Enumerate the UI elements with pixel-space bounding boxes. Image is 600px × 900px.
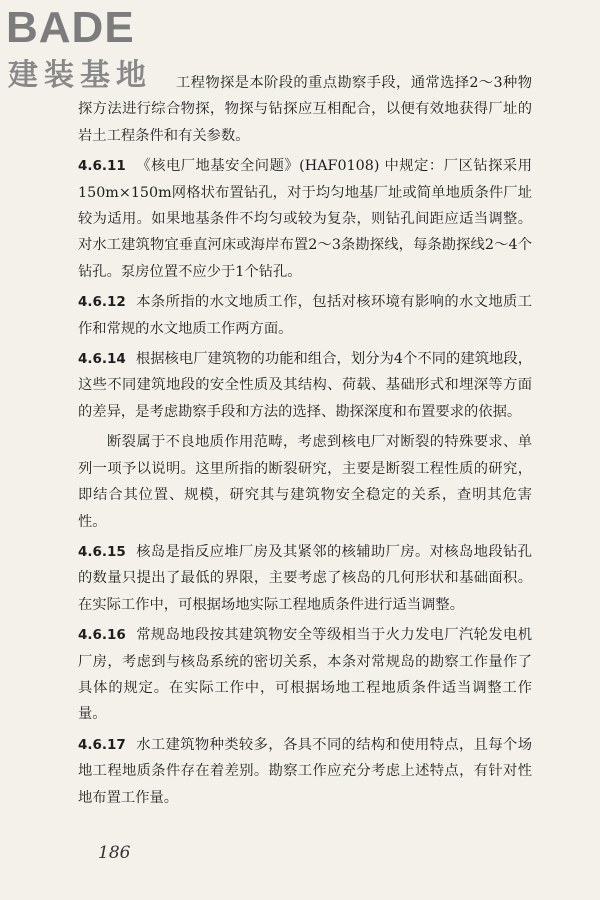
clause-number: 4.6.17 xyxy=(78,736,126,753)
paragraph xyxy=(78,70,532,149)
paragraph-text: 工程物探是本阶段的重点勘察手段，通常选择2～3种物探方法进行综合物探，物探与钻探应互相配合，以便有效地获得厂址的岩土工程条件和有关参数。 xyxy=(78,75,532,144)
clause xyxy=(78,539,532,618)
logo-wordmark: BADE xyxy=(6,3,135,52)
clause-text: 《核电厂地基安全问题》(HAF0108) 中规定：厂区钻探采用150m×150m网格状布置钻孔，对于均匀地基厂址或简单地质条件厂址较为适用。如果地基条件不均匀或较为复杂，则钻孔间距应适当调整。对水工建筑物宜垂直河床或海岸布置2～3条勘探线，每条勘探线2～4个钻孔。泵房位置不应少于1个钻孔。 xyxy=(78,158,532,280)
paragraph-text: 断裂属于不良地质作用范畴，考虑到核电厂对断裂的特殊要求、单列一项予以说明。这里所指的断裂研究，主要是断裂工程性质的研究，即结合其位置、规模，研究其与建筑物安全稳定的关系，查明其危害性。 xyxy=(78,434,532,530)
clause-number: 4.6.16 xyxy=(78,627,126,644)
clause xyxy=(78,622,532,728)
clause-number: 4.6.14 xyxy=(78,351,126,368)
clause-number: 4.6.12 xyxy=(78,294,126,311)
clause-text: 水工建筑物种类较多，各具不同的结构和使用特点，且每个场地工程地质条件存在着差别。勘察工作应充分考虑上述特点，有针对性地布置工作量。 xyxy=(78,736,532,806)
clause xyxy=(78,289,532,342)
clause xyxy=(78,732,532,811)
clause-number: 4.6.15 xyxy=(78,543,126,560)
page-number: 186 xyxy=(98,843,131,863)
clause xyxy=(78,346,532,425)
clause-text: 核岛是指反应堆厂房及其紧邻的核辅助厂房。对核岛地段钻孔的数量只提出了最低的界限，主要考虑了核岛的几何形状和基础面积。在实际工作中，可根据场地实际工程地质条件进行适当调整。 xyxy=(78,543,532,613)
clause-number: 4.6.11 xyxy=(78,158,126,175)
clause-text: 常规岛地段按其建筑物安全等级相当于火力发电厂汽轮发电机厂房，考虑到与核岛系统的密切关系，本条对常规岛的勘察工作量作了具体的规定。在实际工作中，可根据场地工程地质条件适当调整工作量。 xyxy=(78,627,532,723)
page-body xyxy=(78,70,532,815)
paragraph xyxy=(78,429,532,535)
logo-subtitle: 建装基地 xyxy=(8,58,152,93)
clause-text: 本条所指的水文地质工作，包括对核环境有影响的水文地质工作和常规的水文地质工作两方面。 xyxy=(78,294,532,337)
clause-text: 根据核电厂建筑物的功能和组合，划分为4个不同的建筑地段，这些不同建筑地段的安全性质及其结构、荷载、基础形式和埋深等方面的差异，是考虑勘察手段和方法的选择、勘探深度和布置要求的依据。 xyxy=(78,351,532,420)
clause xyxy=(78,153,532,285)
